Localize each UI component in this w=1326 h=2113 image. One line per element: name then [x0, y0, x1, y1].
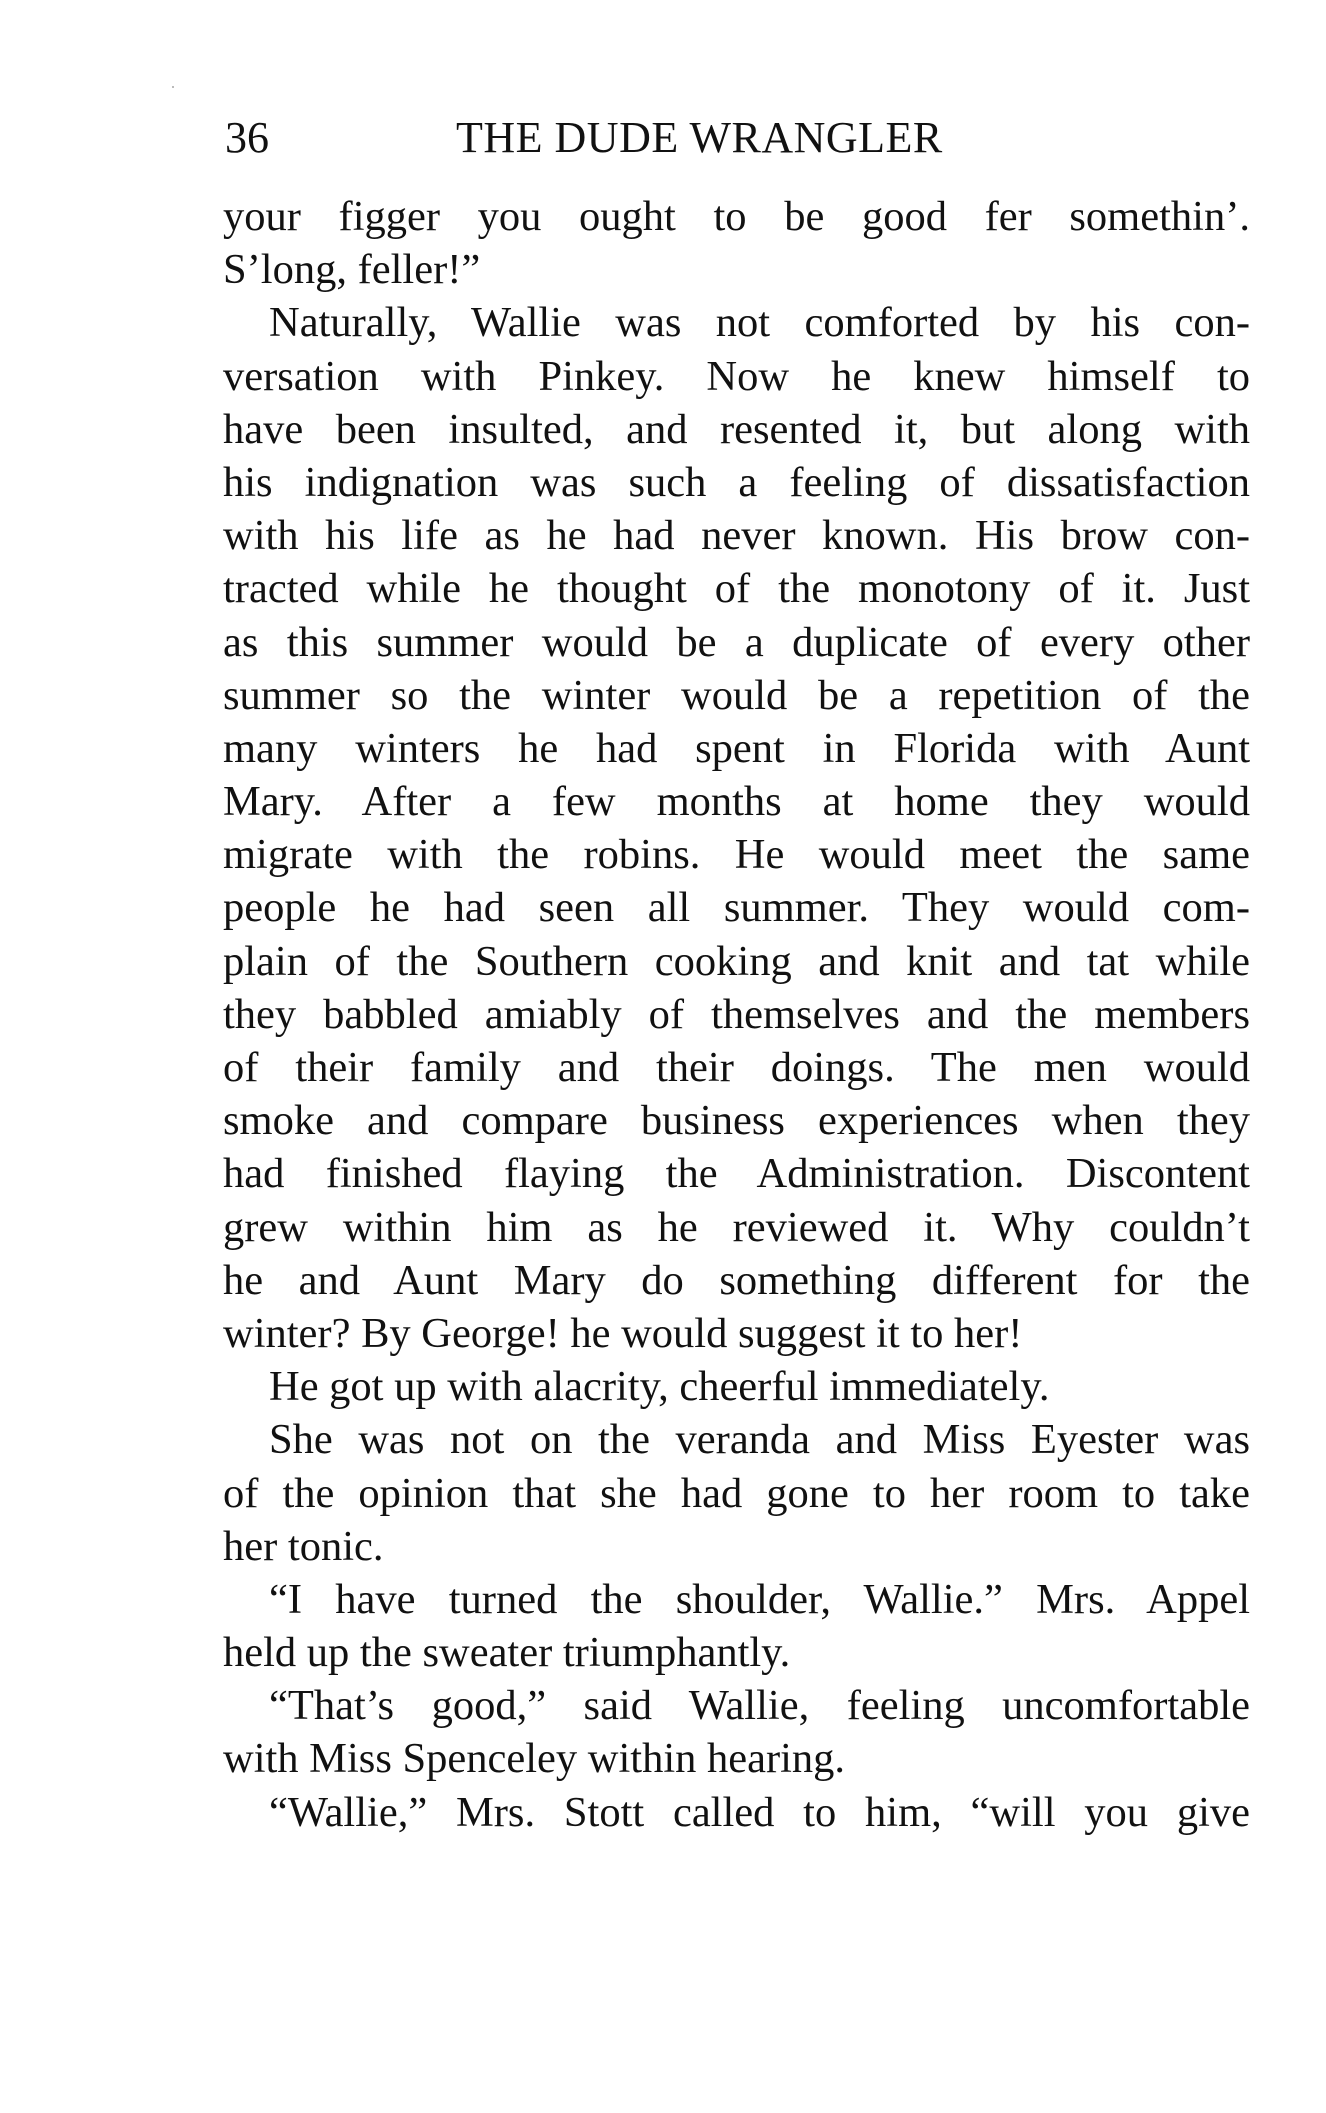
- text-line: people he had seen all summer. They would com-: [223, 884, 1250, 932]
- text-line: his indignation was such a feeling of dissatisfaction: [223, 458, 1250, 506]
- text-line: your figger you ought to be good fer somethin’.: [223, 193, 1250, 240]
- text-line: with his life as he had never known. His brow con-: [223, 512, 1250, 560]
- text-line: they babbled amiably of themselves and the members: [223, 990, 1250, 1038]
- text-line: held up the sweater triumphantly.: [223, 1629, 791, 1677]
- text-line: had finished flaying the Administration. Discontent: [223, 1150, 1250, 1198]
- text-line: “Wallie,” Mrs. Stott called to him, “will you give: [269, 1788, 1250, 1836]
- text-line: summer so the winter would be a repetition of the: [223, 671, 1250, 719]
- text-line: many winters he had spent in Florida with Aunt: [223, 724, 1250, 772]
- text-line: Naturally, Wallie was not comforted by his con-: [269, 299, 1250, 347]
- text-line: migrate with the robins. He would meet the same: [223, 831, 1250, 879]
- text-line: he and Aunt Mary do something different for the: [223, 1256, 1250, 1304]
- text-line: have been insulted, and resented it, but along with: [223, 405, 1250, 453]
- text-line: tracted while he thought of the monotony of it. Just: [223, 565, 1250, 613]
- text-line: as this summer would be a duplicate of every other: [223, 618, 1250, 666]
- text-line: He got up with alacrity, cheerful immediately.: [269, 1363, 1050, 1411]
- text-line: of their family and their doings. The men would: [223, 1044, 1250, 1091]
- text-line: of the opinion that she had gone to her room to take: [223, 1469, 1250, 1517]
- text-line: winter? By George! he would suggest it to her!: [223, 1309, 1023, 1357]
- text-line: “That’s good,” said Wallie, feeling uncomfortable: [269, 1682, 1250, 1730]
- text-line: “I have turned the shoulder, Wallie.” Mrs. Appel: [269, 1575, 1250, 1623]
- text-line: grew within him as he reviewed it. Why couldn’t: [223, 1203, 1250, 1251]
- text-line: She was not on the veranda and Miss Eyester was: [269, 1416, 1250, 1464]
- text-line: with Miss Spenceley within hearing.: [223, 1735, 846, 1783]
- running-title: THE DUDE WRANGLER: [456, 113, 943, 162]
- running-head: [215, 112, 1250, 172]
- text-line: her tonic.: [223, 1522, 384, 1570]
- scan-speck: [172, 86, 174, 88]
- text-line: smoke and compare business experiences when they: [223, 1097, 1250, 1145]
- body-text: [223, 190, 1250, 1839]
- page-number: 36: [225, 113, 269, 162]
- text-line: versation with Pinkey. Now he knew himself to: [223, 352, 1250, 400]
- text-line: plain of the Southern cooking and knit and tat while: [223, 937, 1250, 985]
- text-line: S’long, feller!”: [223, 246, 481, 294]
- text-line: Mary. After a few months at home they would: [223, 778, 1250, 826]
